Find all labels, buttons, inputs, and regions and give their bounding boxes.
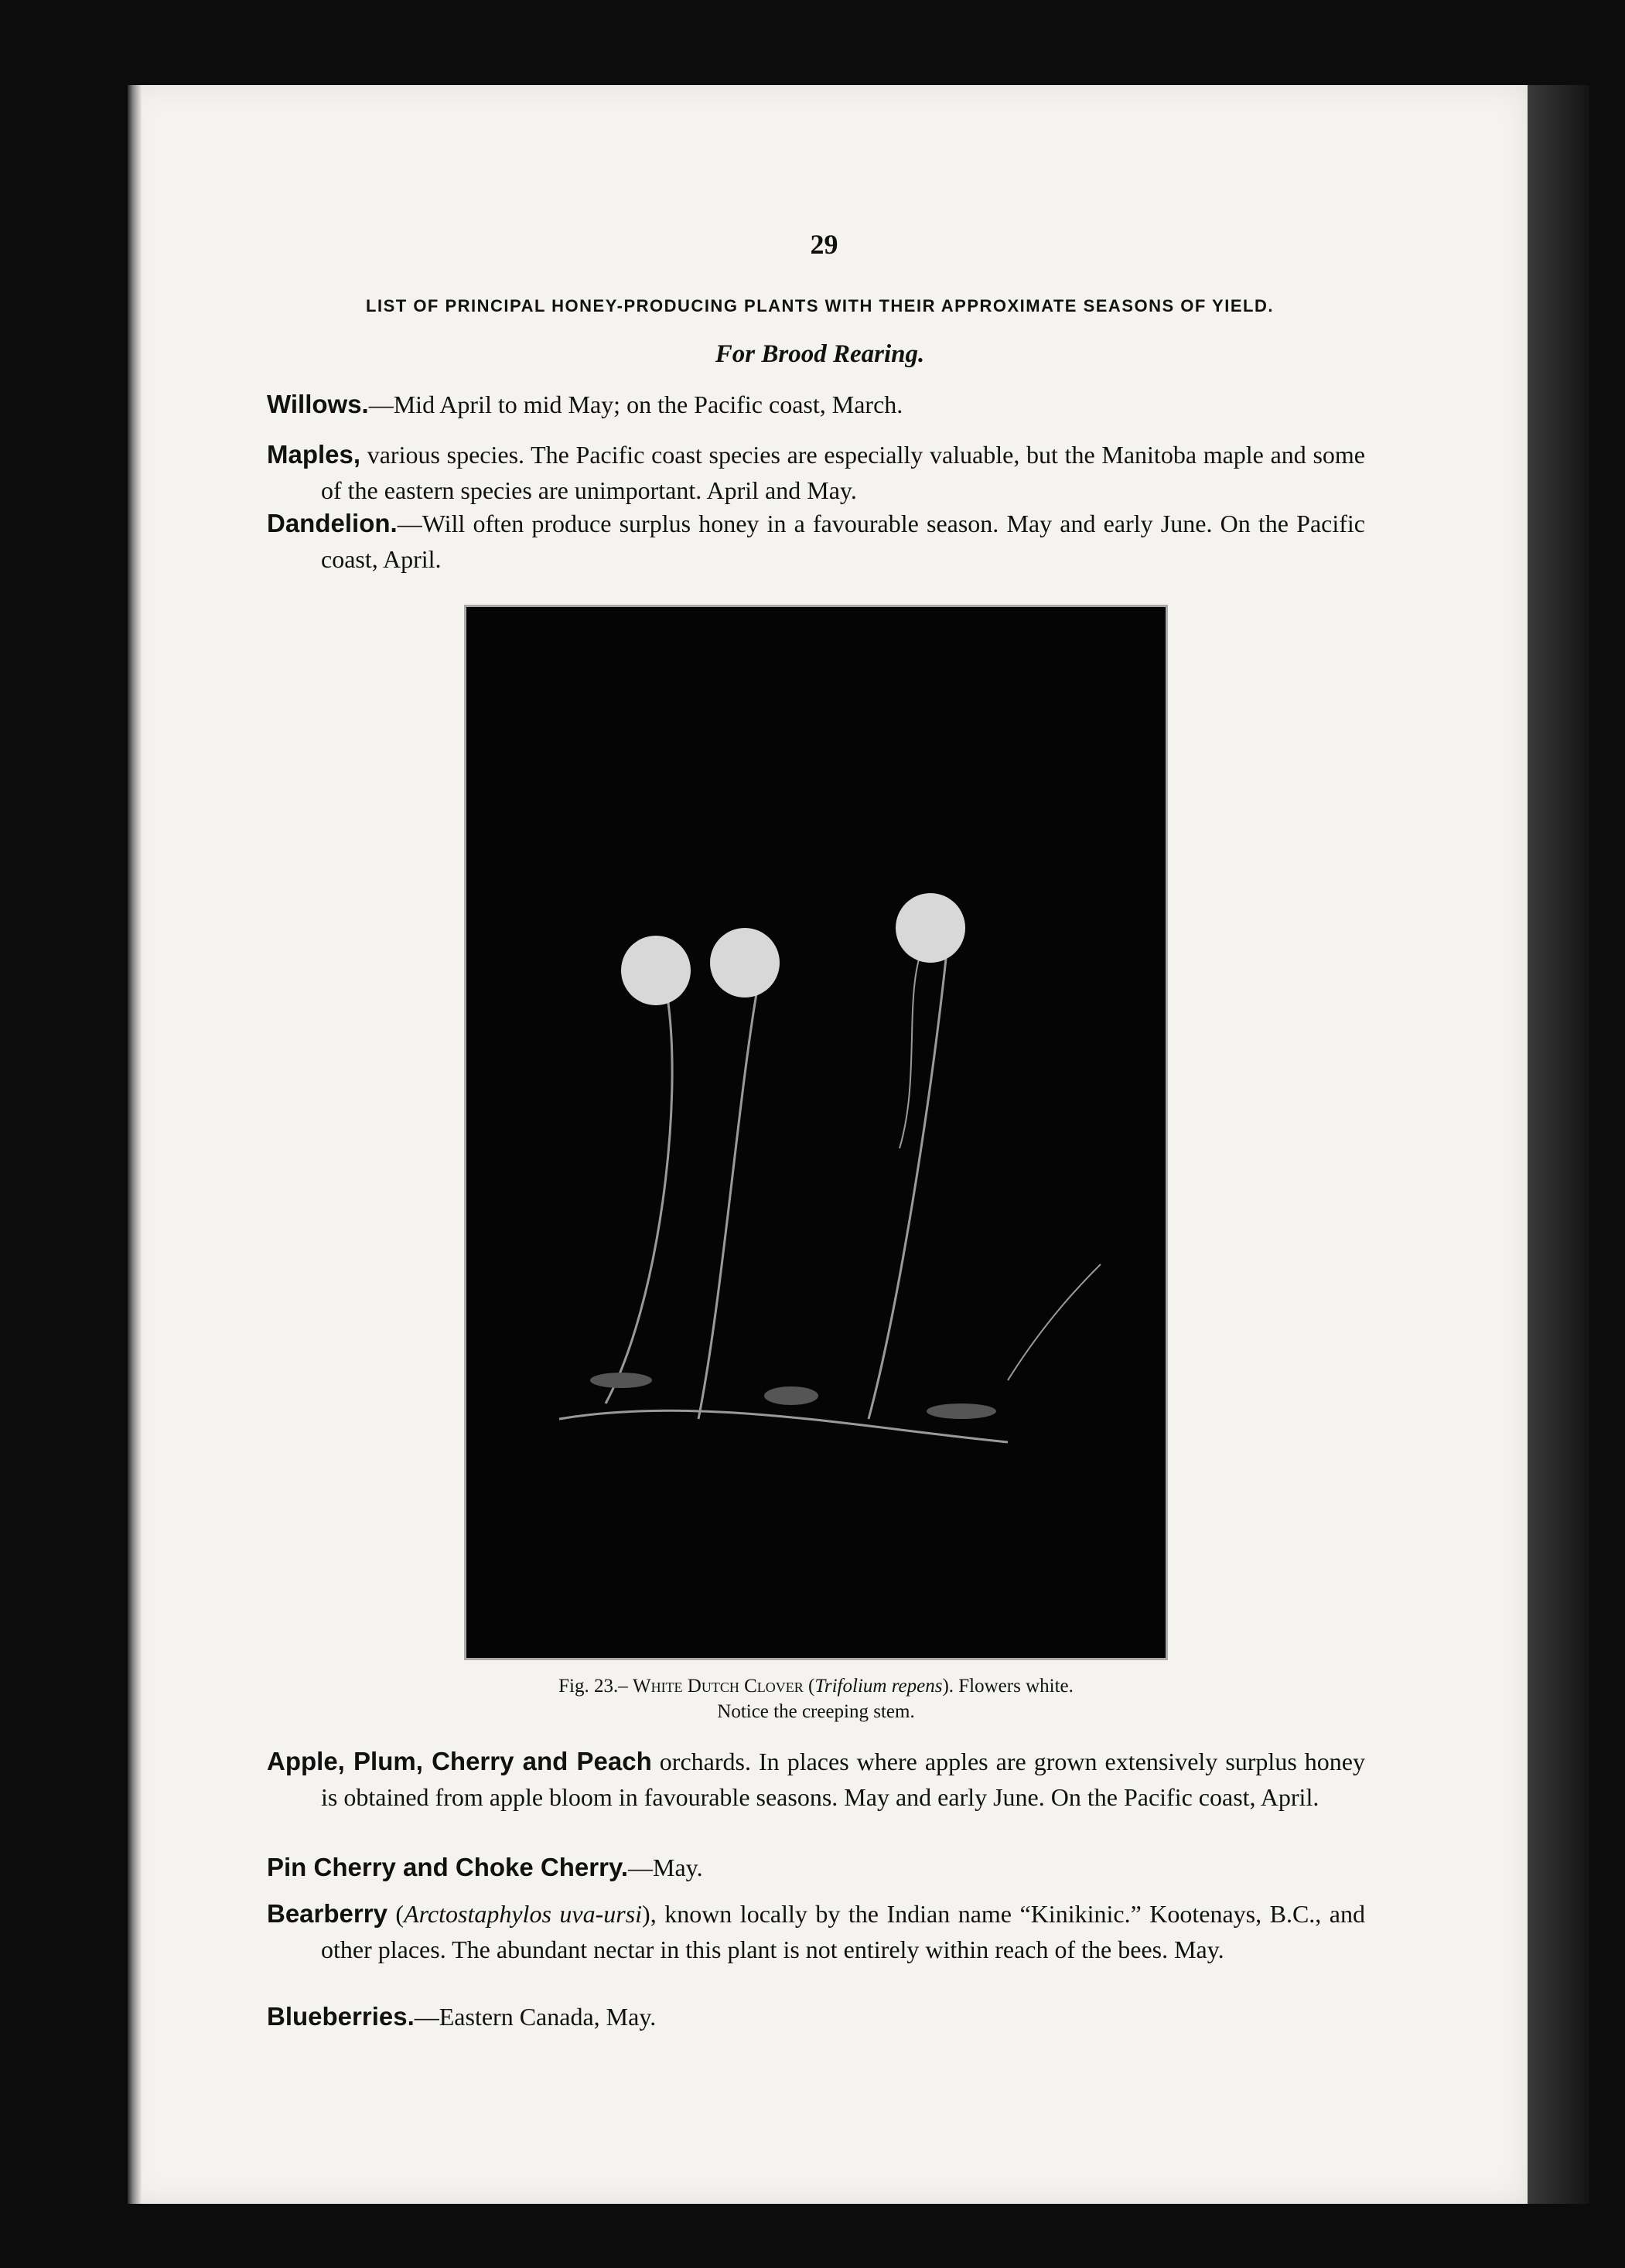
entry-text: orchards. In places where apples are grown extensively surplus honey is obtained from apple bloom in favourable seasons. May and early June. On the Pacific coast, April. xyxy=(321,1748,1365,1811)
figure-label: Fig. 23.– xyxy=(558,1676,628,1697)
entry-text: ), known locally by the Indian name “Kinikinic.” Kootenays, B.C., and other places. The abundant nectar in this plant is not entirely within reach of the bees. May. xyxy=(321,1900,1366,1963)
brood-rearing-subheading: For Brood Rearing. xyxy=(715,340,925,368)
entry-pin-cherry xyxy=(267,1850,1365,1885)
entry-term: Dandelion. xyxy=(267,509,398,537)
page-gutter-edge xyxy=(128,85,142,2204)
entry-orchards xyxy=(267,1744,1365,1815)
figure-close-paren: ). xyxy=(942,1676,954,1697)
clover-flower-head xyxy=(621,936,691,1005)
figure-latin-name: Trifolium repens xyxy=(814,1676,943,1697)
figure-name: White Dutch Clover xyxy=(632,1676,804,1697)
entry-term: Pin Cherry and Choke Cherry. xyxy=(267,1853,629,1881)
entry-text: various species. The Pacific coast species are especially valuable, but the Manitoba maple and some of the eastern species are unimportant. April and May. xyxy=(321,441,1365,504)
book-binding xyxy=(1528,85,1589,2204)
entry-term: Maples, xyxy=(267,440,361,469)
entry-term: Willows. xyxy=(267,390,369,418)
entry-text: —Will often produce surplus honey in a favourable season. May and early June. On the Pacific coast, April. xyxy=(321,510,1365,573)
figure-open-paren: ( xyxy=(803,1676,815,1697)
entry-bearberry xyxy=(267,1896,1365,1967)
entry-text: —May. xyxy=(628,1854,703,1881)
clover-leaf xyxy=(590,1373,652,1388)
clover-photograph xyxy=(464,605,1168,1660)
entry-maples xyxy=(267,437,1365,508)
entry-term: Apple, Plum, Cherry and Peach xyxy=(267,1747,652,1775)
clover-stem xyxy=(869,959,946,1419)
clover-runner xyxy=(1008,1264,1101,1380)
clover-stem xyxy=(606,998,672,1403)
clover-illustration xyxy=(466,607,1166,1658)
figure-caption-line-1 xyxy=(402,1674,1230,1699)
page-number: 29 xyxy=(810,229,838,260)
figure-note: Flowers white. xyxy=(954,1676,1074,1697)
clover-flower-head xyxy=(896,893,965,963)
list-heading: LIST OF PRINCIPAL HONEY-PRODUCING PLANTS WITH THEIR APPROXIMATE SEASONS OF YIELD. xyxy=(366,296,1274,315)
entry-term: Blueberries. xyxy=(267,2002,415,2031)
clover-stem xyxy=(698,994,756,1419)
entry-dandelion xyxy=(267,506,1365,577)
entry-text: —Mid April to mid May; on the Pacific coast, March. xyxy=(368,391,903,418)
entry-term: Bearberry xyxy=(267,1899,387,1928)
entry-blueberries xyxy=(267,1999,1365,2034)
clover-leaf xyxy=(927,1403,996,1419)
entry-open-paren: ( xyxy=(387,1900,405,1928)
entry-willows xyxy=(267,387,1365,422)
clover-flower-head xyxy=(710,928,780,998)
figure-caption-line-2: Notice the creeping stem. xyxy=(717,1701,915,1722)
entry-text: —Eastern Canada, May. xyxy=(414,2003,657,2031)
entry-latin-name: Arctostaphylos uva-ursi xyxy=(404,1900,643,1928)
clover-leaf xyxy=(764,1386,818,1405)
